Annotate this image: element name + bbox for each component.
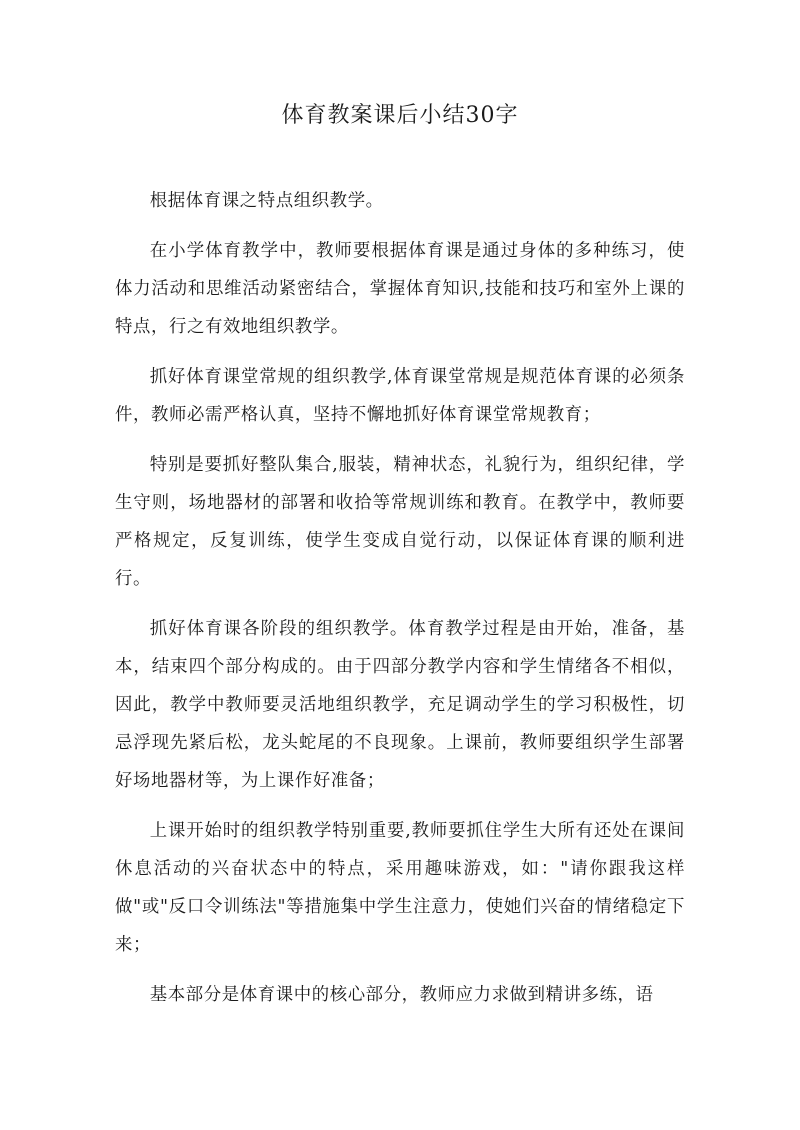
document-title: 体育教案课后小结30字: [281, 103, 519, 128]
paragraph-5: 抓好体育课各阶段的组织教学。体育教学过程是由开始，准备，基本，结束四个部分构成的。由于四部分教学内容和学生情绪各不相似，因此，教学中教师要灵活地组织教学，充足调动学生的学习积极性，切忌浮现先紧后松，龙头蛇尾的不良现象。上课前，教师要组织学生部署好场地器材等，为上课作好准备；: [115, 619, 685, 791]
paragraph-2: 在小学体育教学中，教师要根据体育课是通过身体的多种练习，使体力活动和思维活动紧密结合，掌握体育知识,技能和技巧和室外上课的特点，行之有效地组织教学。: [115, 241, 685, 337]
paragraph-4: 特别是要抓好整队集合,服装，精神状态，礼貌行为，组织纪律，学生守则，场地器材的部署和收拾等常规训练和教育。在教学中，教师要严格规定，反复训练，使学生变成自觉行动，以保证体育课的顺利进行。: [115, 455, 685, 589]
paragraph-3: 抓好体育课堂常规的组织教学,体育课堂常规是规范体育课的必须条件，教师必需严格认真，坚持不懈地抓好体育课堂常规教育；: [115, 367, 685, 425]
paragraph-7: 基本部分是体育课中的核心部分，教师应力求做到精讲多练，语: [149, 985, 654, 1005]
paragraph-1: 根据体育课之特点组织教学。: [149, 191, 384, 211]
document-body: [115, 182, 685, 1026]
paragraph-6: 上课开始时的组织教学特别重要,教师要抓住学生大所有还处在课间休息活动的兴奋状态中的特点，采用趣味游戏，如："请你跟我这样做"或"反口令训练法"等措施集中学生注意力，使她们兴奋的情绪稳定下来；: [115, 821, 685, 955]
